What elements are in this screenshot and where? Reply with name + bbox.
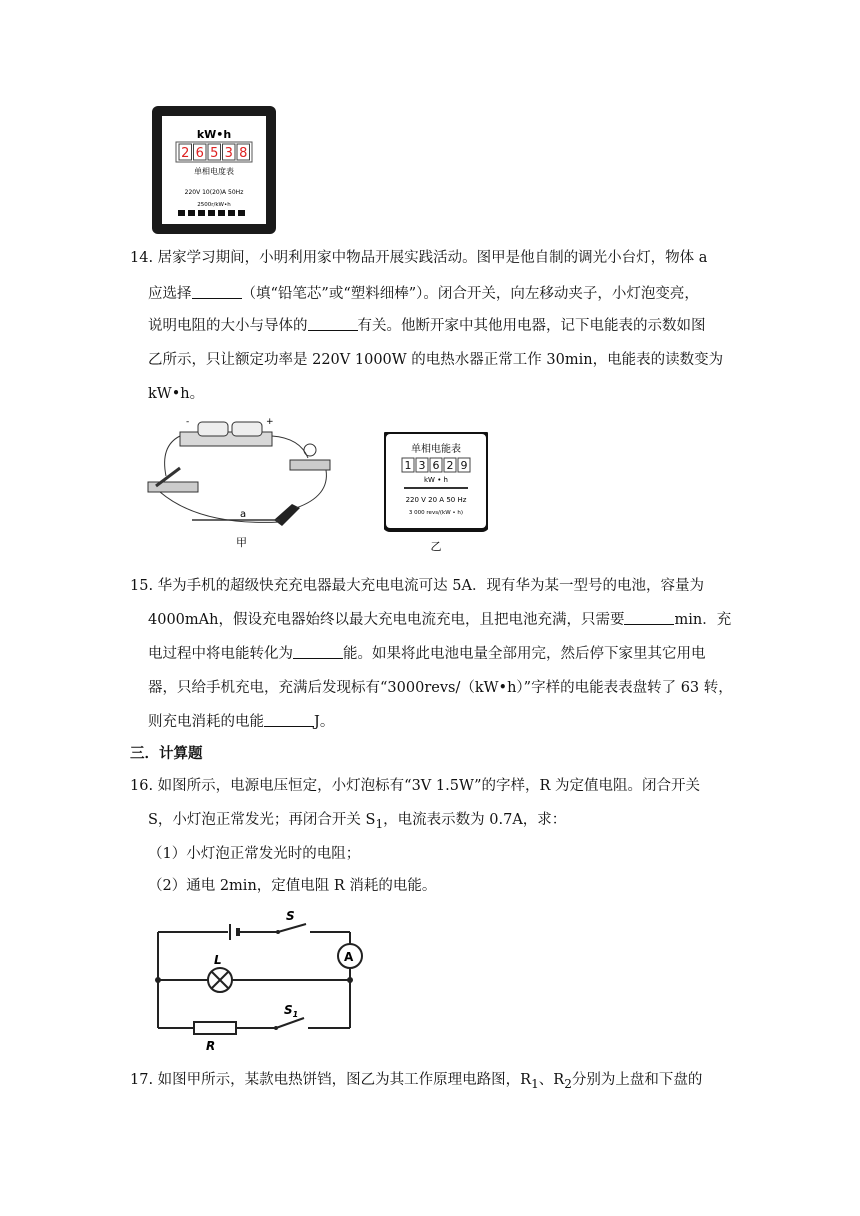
q14-line-3: 说明电阻的大小与导体的 有关。他断开家中其他用电器，记下电能表的示数如图: [148, 318, 706, 334]
section-heading: 三．计算题: [130, 745, 203, 762]
q15-line-5: 则充电消耗的电能 J。: [148, 714, 335, 730]
switch-s1-label: $S_1$: [284, 1003, 299, 1019]
figure-yi-label: 乙: [430, 540, 442, 553]
meter-digit: 2: [181, 146, 190, 161]
svg-text:2500r/kW•h: 2500r/kW•h: [197, 202, 231, 208]
q14-line-1: 14. 居家学习期间，小明利用家中物品开展实践活动。图甲是他自制的调光小台灯，物体 a: [130, 250, 708, 266]
q14-number: 14.: [130, 250, 154, 266]
q16-line-2: S，小灯泡正常发光；再闭合开关 $S_1$，电流表示数为 0.7A，求：: [148, 812, 567, 831]
lamp-l-label: L: [214, 953, 222, 967]
ammeter-label: A: [344, 950, 354, 964]
q17-line-1: 17. 如图甲所示，某款电热饼铛，图乙为其工作原理电路图，$R_1$、$R_2$分别为上盘和下盘的: [130, 1072, 703, 1091]
meter-digit: 6: [195, 146, 204, 161]
svg-text:220V 10(20)A 50Hz: 220V 10(20)A 50Hz: [184, 189, 244, 196]
dimmer-lamp-circuit-figure: [140, 416, 340, 552]
q16-part-1: （1）小灯泡正常发光时的电阻；: [148, 846, 361, 862]
answer-blank[interactable]: [264, 712, 314, 727]
svg-text:kW • h: kW • h: [424, 476, 448, 484]
svg-text:单相电能表: 单相电能表: [411, 444, 461, 455]
meter-digit: 6: [432, 459, 440, 472]
q17-number: 17.: [130, 1072, 154, 1088]
meter-digit: 5: [210, 146, 219, 161]
figure-jia-label: 甲: [236, 536, 247, 549]
resistor-r-label: R: [206, 1039, 216, 1053]
energy-meter-figure: [384, 432, 488, 556]
switch-s-label: S: [286, 910, 295, 923]
meter-digit: 3: [224, 146, 233, 161]
q15-line-2: 4000mAh，假设充电器始终以最大充电电流充电，且把电池充满，只需要 min．充: [148, 612, 732, 628]
answer-blank[interactable]: [293, 644, 343, 659]
svg-text:单相电度表: 单相电度表: [194, 167, 234, 176]
answer-blank[interactable]: [624, 610, 674, 625]
meter-digit: 8: [239, 146, 248, 161]
q15-line-4: 器，只给手机充电，充满后发现标有“3000revs/（kW•h）”字样的电能表表盘转了 63 转，: [148, 680, 733, 696]
svg-text:kW•h: kW•h: [196, 128, 232, 141]
q14-line-5: kW•h。: [148, 386, 205, 402]
svg-text:+: +: [266, 417, 274, 427]
electricity-meter-figure: [152, 106, 276, 234]
q15-number: 15.: [130, 578, 154, 594]
svg-text:3 000 revs/(kW • h): 3 000 revs/(kW • h): [408, 510, 464, 516]
answer-blank[interactable]: [192, 284, 242, 299]
svg-text:-: -: [186, 417, 190, 427]
q16-number: 16.: [130, 778, 154, 794]
q16-part-2: （2）通电 2min，定值电阻 R 消耗的电能。: [148, 878, 437, 894]
q15-line-1: 15. 华为手机的超级快充充电器最大充电电流可达 5A．现有华为某一型号的电池，容量为: [130, 578, 704, 594]
q14-line-4: 乙所示，只让额定功率是 220V 1000W 的电热水器正常工作 30min，电能表的读数变为: [148, 352, 724, 368]
meter-digit: 3: [418, 459, 426, 472]
q16-line-1: 16. 如图所示，电源电压恒定，小灯泡标有“3V 1.5W”的字样，R 为定值电阻。闭合开关: [130, 778, 701, 794]
meter-digit: 1: [404, 459, 412, 472]
svg-text:220 V 20 A 50 Hz: 220 V 20 A 50 Hz: [405, 496, 467, 504]
meter-digit: 2: [446, 459, 454, 472]
object-a-label: a: [240, 509, 247, 520]
q15-line-3: 电过程中将电能转化为 能。如果将此电池电量全部用完，然后停下家里其它用电: [148, 646, 706, 662]
answer-blank[interactable]: [308, 316, 358, 331]
q14-line-2: 应选择 （填“铅笔芯”或“塑料细棒”）。闭合开关，向左移动夹子，小灯泡变亮，: [148, 286, 699, 302]
meter-digit: 9: [460, 459, 468, 472]
q16-circuit-diagram: [150, 910, 376, 1056]
